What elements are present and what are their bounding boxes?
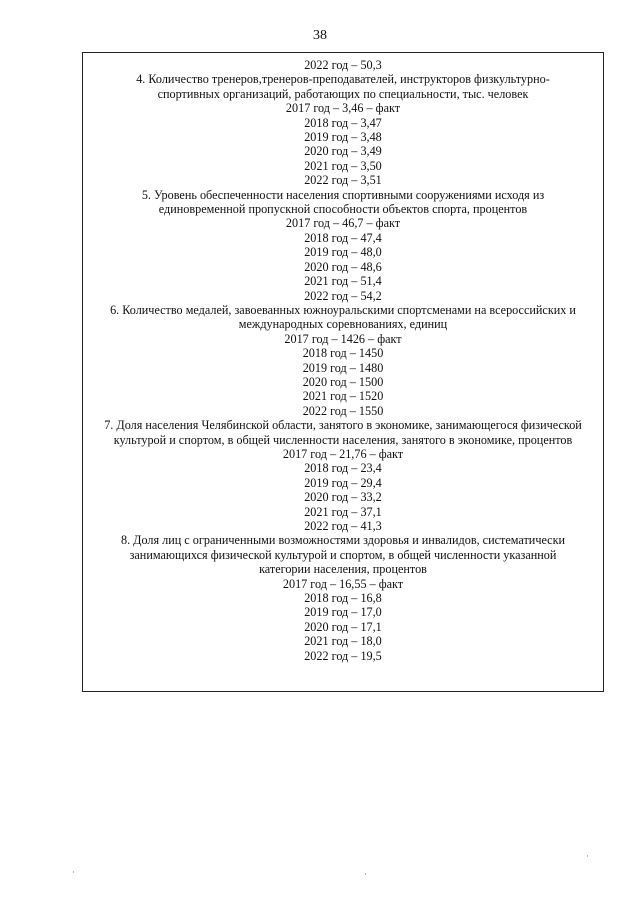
value-line: 2019 год – 17,0	[304, 605, 382, 620]
value-line: 2019 год – 48,0	[304, 245, 382, 260]
value-line: 2020 год – 3,49	[304, 144, 382, 159]
scan-speck: ·	[364, 870, 367, 880]
value-line: 2022 год – 41,3	[304, 519, 382, 533]
value-line: 2022 год – 54,2	[304, 288, 382, 303]
indicator-title-5: 5. Уровень обеспеченности населения спортивными сооружениями исходя из единовременной пропускной способности объектов спорта, процентов	[141, 187, 545, 217]
indicator-title-7: 7. Доля населения Челябинской области, занятого в экономике, занимающегося физической культурой и спортом, в общей численности населения, занятого в экономике, процентов	[104, 418, 582, 447]
scan-speck: ·	[586, 852, 589, 862]
value-line: 2022 год – 19,5	[304, 648, 382, 663]
indicators-table-cell	[82, 52, 604, 692]
value-line: 2019 год – 3,48	[304, 130, 382, 145]
value-line: 2022 год – 3,51	[304, 173, 382, 188]
value-line: 2018 год – 23,4	[304, 461, 382, 476]
indicator-title-4: 4. Количество тренеров,тренеров-преподавателей, инструкторов физкультурно-спортивных организаций, работающих по специальности, тыс. человек	[136, 72, 550, 101]
value-line: 2018 год – 3,47	[304, 115, 382, 130]
indicator-title-8: 8. Доля лиц с ограниченными возможностями здоровья и инвалидов, систематически занимающихся физической культурой и спортом, в общей численности указанной категории населения, процентов	[120, 533, 566, 577]
value-line: 2020 год – 1500	[302, 374, 384, 389]
value-line: 2017 год – 1426 – факт	[284, 331, 402, 346]
value-line: 2021 год – 18,0	[304, 634, 382, 649]
value-line: 2017 год – 3,46 – факт	[285, 101, 401, 116]
value-line: 2018 год – 1450	[302, 346, 384, 361]
indicator-title-6: 6. Количество медалей, завоеванных южноуральскими спортсменами на всероссийских и международных соревнованиях, единиц	[110, 302, 576, 332]
value-line: 2020 год – 17,1	[304, 619, 382, 634]
value-line: 2020 год – 48,6	[304, 259, 382, 274]
value-line: 2021 год – 3,50	[304, 158, 382, 173]
value-line: 2019 год – 1480	[302, 360, 384, 375]
value-line: 2022 год – 50,3	[304, 58, 382, 72]
value-line: 2021 год – 37,1	[304, 504, 382, 519]
value-line: 2017 год – 21,76 – факт	[282, 446, 404, 461]
value-line: 2020 год – 33,2	[304, 490, 382, 505]
scan-speck: ·	[72, 868, 75, 878]
value-line: 2018 год – 16,8	[304, 591, 382, 606]
value-line: 2017 год – 16,55 – факт	[282, 576, 404, 591]
value-line: 2017 год – 46,7 – факт	[285, 216, 401, 231]
value-line: 2021 год – 51,4	[304, 274, 382, 289]
page-number: 38	[313, 28, 327, 43]
value-line: 2018 год – 47,4	[304, 230, 382, 245]
value-line: 2021 год – 1520	[302, 389, 384, 404]
value-line: 2022 год – 1550	[302, 403, 384, 418]
value-line: 2019 год – 29,4	[304, 475, 382, 490]
